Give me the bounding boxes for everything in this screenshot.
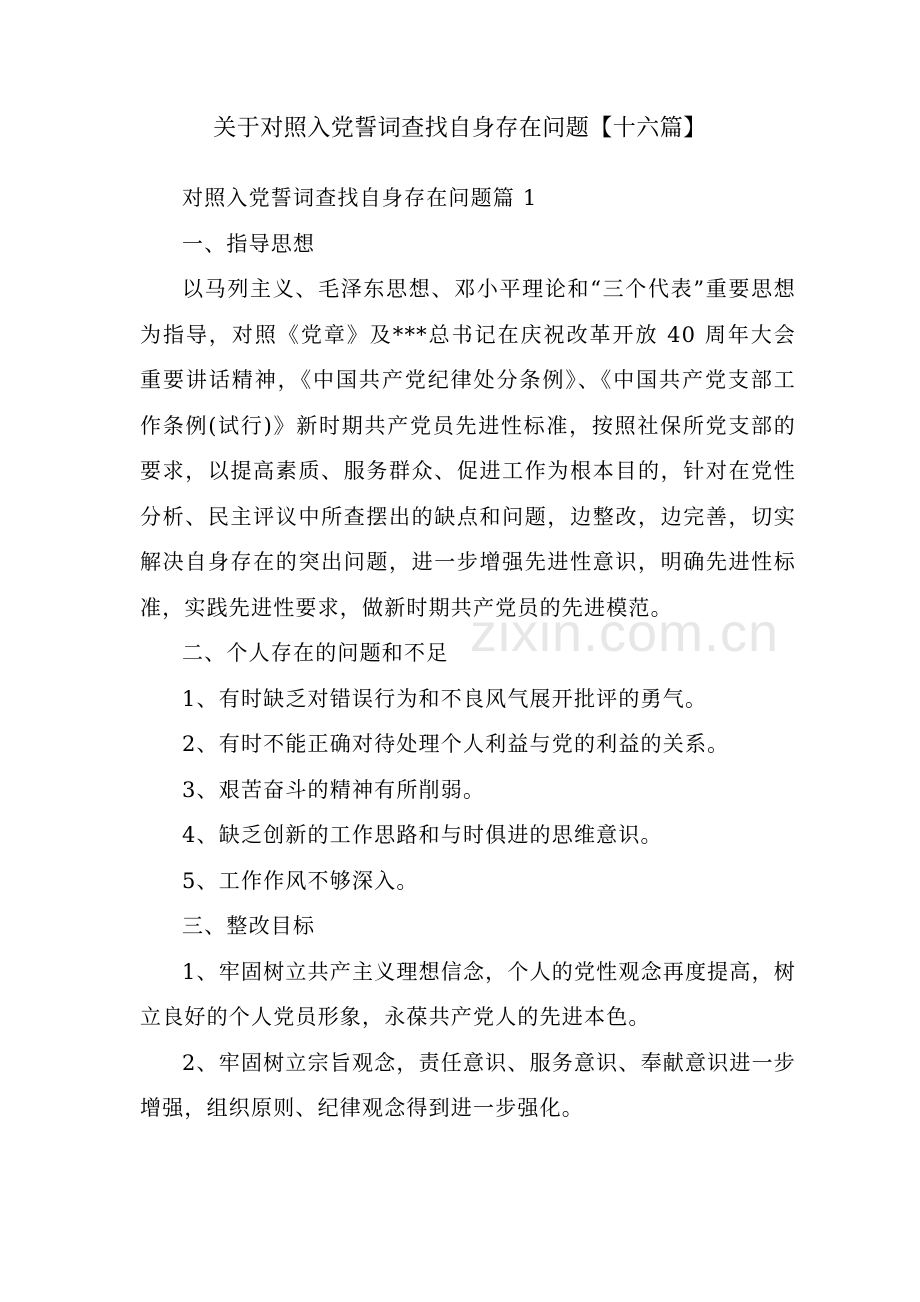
goal-item-2: 2、牢固树立宗旨观念，责任意识、服务意识、奉献意识进一步增强，组织原则、纪律观念得到进一步强化。 (140, 1050, 796, 1120)
document-title: 关于对照入党誓词查找自身存在问题【十六篇】 (213, 115, 707, 141)
section-heading-part-1: 对照入党誓词查找自身存在问题篇 1 (182, 186, 538, 210)
problem-item-4: 4、缺乏创新的工作思路和与时俱进的思维意识。 (182, 823, 663, 847)
document-body (140, 176, 796, 1132)
goal-item-1: 1、牢固树立共产主义理想信念，个人的党性观念再度提高，树立良好的个人党员形象，永葆共产党人的先进本色。 (140, 959, 796, 1029)
problem-item-2: 2、有时不能正确对待处理个人利益与党的利益的关系。 (182, 732, 730, 756)
heading-personal-problems: 二、个人存在的问题和不足 (182, 641, 449, 665)
heading-guiding-ideology: 一、指导思想 (182, 231, 316, 256)
heading-rectification-goals: 三、整改目标 (182, 914, 316, 938)
problem-item-5: 5、工作作风不够深入。 (182, 868, 419, 893)
watermark: zixin.com.cn (470, 603, 780, 663)
paragraph-guiding-ideology: 以马列主义、毛泽东思想、邓小平理论和“三个代表”重要思想为指导，对照《党章》及***总书记在庆祝改革开放 40 周年大会重要讲话精神，《中国共产党纪律处分条例》、《中国共产党支部工作条例(试行)》新时期共产党员先进性标准，按照社保所党支部的要求，以提高素质、服务群众、促进工作为根本目的，针对在党性分析、民主评议中所查摆出的缺点和问题，边整改，边完善，切实解决自身存在的突出问题，进一步增强先进性意识，明确先进性标准，实践先进性要求，做新时期共产党员的先进模范。 (140, 277, 796, 620)
problem-item-3: 3、艰苦奋斗的精神有所削弱。 (182, 777, 486, 802)
problem-item-1: 1、有时缺乏对错误行为和不良风气展开批评的勇气。 (182, 686, 708, 711)
